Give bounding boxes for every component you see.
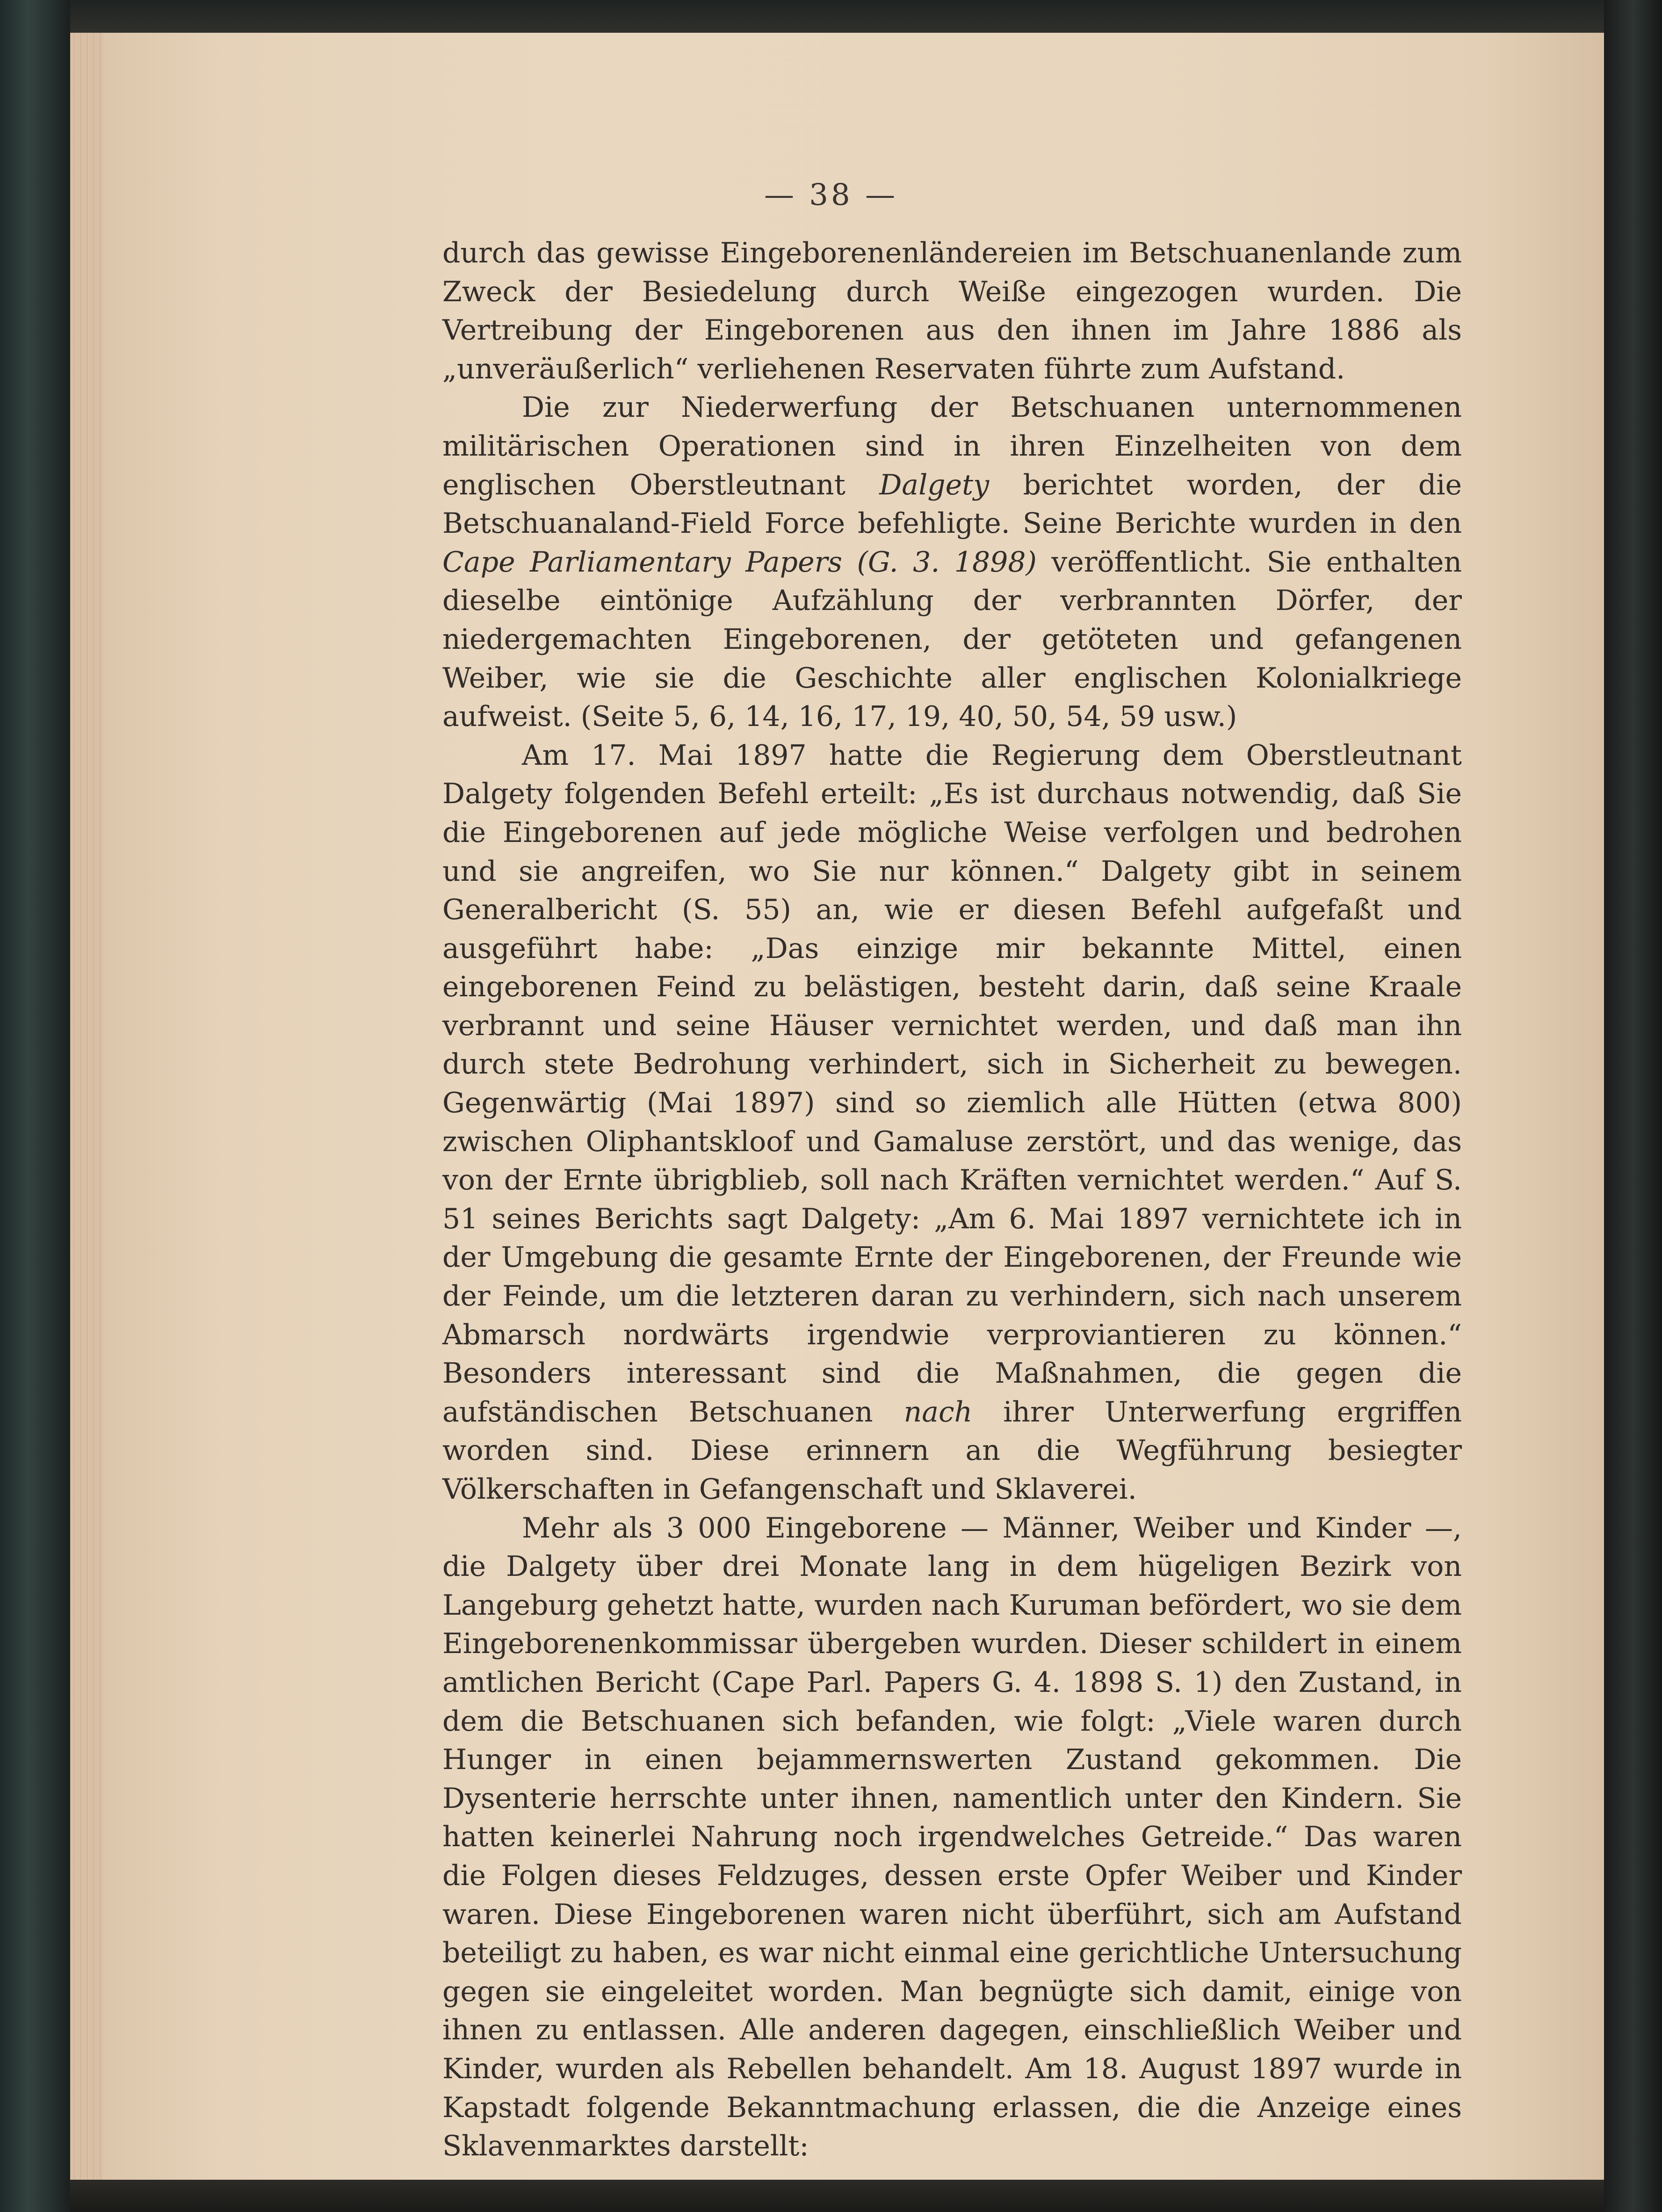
book-cover-right — [1604, 0, 1662, 2212]
paragraph: Die zur Niederwerfung der Betschuanen unternommenen militärischen Operationen sind in ihren Einzelheiten von dem englischen Oberstleutnant Dalgety berichtet worden, der die Betschuanaland-Field Force befehligte. Seine Berichte wurden in den Cape Parliamentary Papers (G. 3. 1898) veröffentlicht. Sie enthalten dieselbe eintönige Aufzählung der verbrannten Dörfer, der niedergemachten Eingeborenen, der getöteten und gefangenen Weiber, wie sie die Geschichte aller englischen Kolonialkriege aufweist. (Seite 5, 6, 14, 16, 17, 19, 40, 50, 54, 59 usw.) — [442, 391, 1462, 733]
book-cover-bottom — [70, 2180, 1604, 2212]
book-cover-left — [0, 0, 70, 2212]
page-edges — [70, 33, 103, 2180]
paragraph: Am 17. Mai 1897 hatte die Regierung dem Oberstleutnant Dalgety folgenden Befehl erteilt: „Es ist durchaus notwendig, daß Sie die Eingeborenen auf jede mögliche Weise verfolgen und bedrohen und sie angreifen, wo Sie nur können.“ Dalgety gibt in seinem Generalbericht (S. 55) an, wie er diesen Befehl aufgefaßt und ausgeführt habe: „Das einzige mir bekannte Mittel, einen eingeborenen Feind zu belästigen, besteht darin, daß seine Kraale verbrannt und seine Häuser vernichtet werden, und daß man ihn durch stete Bedrohung verhindert, sich in Sicherheit zu bewegen. Gegenwärtig (Mai 1897) sind so ziemlich alle Hütten (etwa 800) zwischen Oliphantskloof und Gamaluse zerstört, und das wenige, das von der Ernte übrigblieb, soll nach Kräften vernichtet werden.“ Auf S. 51 seines Berichts sagt Dalgety: „Am 6. Mai 1897 vernichtete ich in der Umgebung die gesamte Ernte der Eingeborenen, der Freunde wie der Feinde, um die letzteren daran zu verhindern, sich nach unserem Abmarsch nordwärts irgendwie verproviantieren zu können.“ Besonders interessant sind die Maßnahmen, die gegen die aufständischen Betschuanen nach ihrer Unterwerfung ergriffen worden sind. Diese erinnern an die Wegführung besiegter Völkerschaften in Gefangenschaft und Sklaverei. — [442, 739, 1462, 1506]
paragraph: Mehr als 3 000 Eingeborene — Männer, Weiber und Kinder —, die Dalgety über drei Monate lang in dem hügeligen Bezirk von Langeburg gehetzt hatte, wurden nach Kuruman befördert, wo sie dem Eingeborenenkommissar übergeben wurden. Dieser schildert in einem amtlichen Bericht (Cape Parl. Papers G. 4. 1898 S. 1) den Zustand, in dem die Betschuanen sich befanden, wie folgt: „Viele waren durch Hunger in einen bejammernswerten Zustand gekommen. Die Dysenterie herrschte unter ihnen, namentlich unter den Kindern. Sie hatten keinerlei Nahrung noch irgendwelches Getreide.“ Das waren die Folgen dieses Feldzuges, dessen erste Opfer Weiber und Kinder waren. Diese Eingeborenen waren nicht überführt, sich am Aufstand beteiligt zu haben, es war nicht einmal eine gerichtliche Untersuchung gegen sie eingeleitet worden. Man begnügte sich damit, einige von ihnen zu entlassen. Alle anderen dagegen, einschließlich Weiber und Kinder, wurden als Rebellen behandelt. Am 18. August 1897 wurde in Kapstadt folgende Bekanntmachung erlassen, die die Anzeige eines Sklavenmarktes darstellt: — [442, 1511, 1462, 2163]
page-number: — 38 — — [764, 178, 898, 212]
body-text — [442, 234, 1462, 2166]
book-cover-top — [70, 0, 1604, 33]
paragraph: durch das gewisse Eingeborenenländereien im Betschuanenlande zum Zweck der Besiedelung durch Weiße eingezogen wurden. Die Vertreibung der Eingeborenen aus den ihnen im Jahre 1886 als „unveräußerlich“ verliehenen Reservaten führte zum Aufstand. — [442, 237, 1462, 385]
